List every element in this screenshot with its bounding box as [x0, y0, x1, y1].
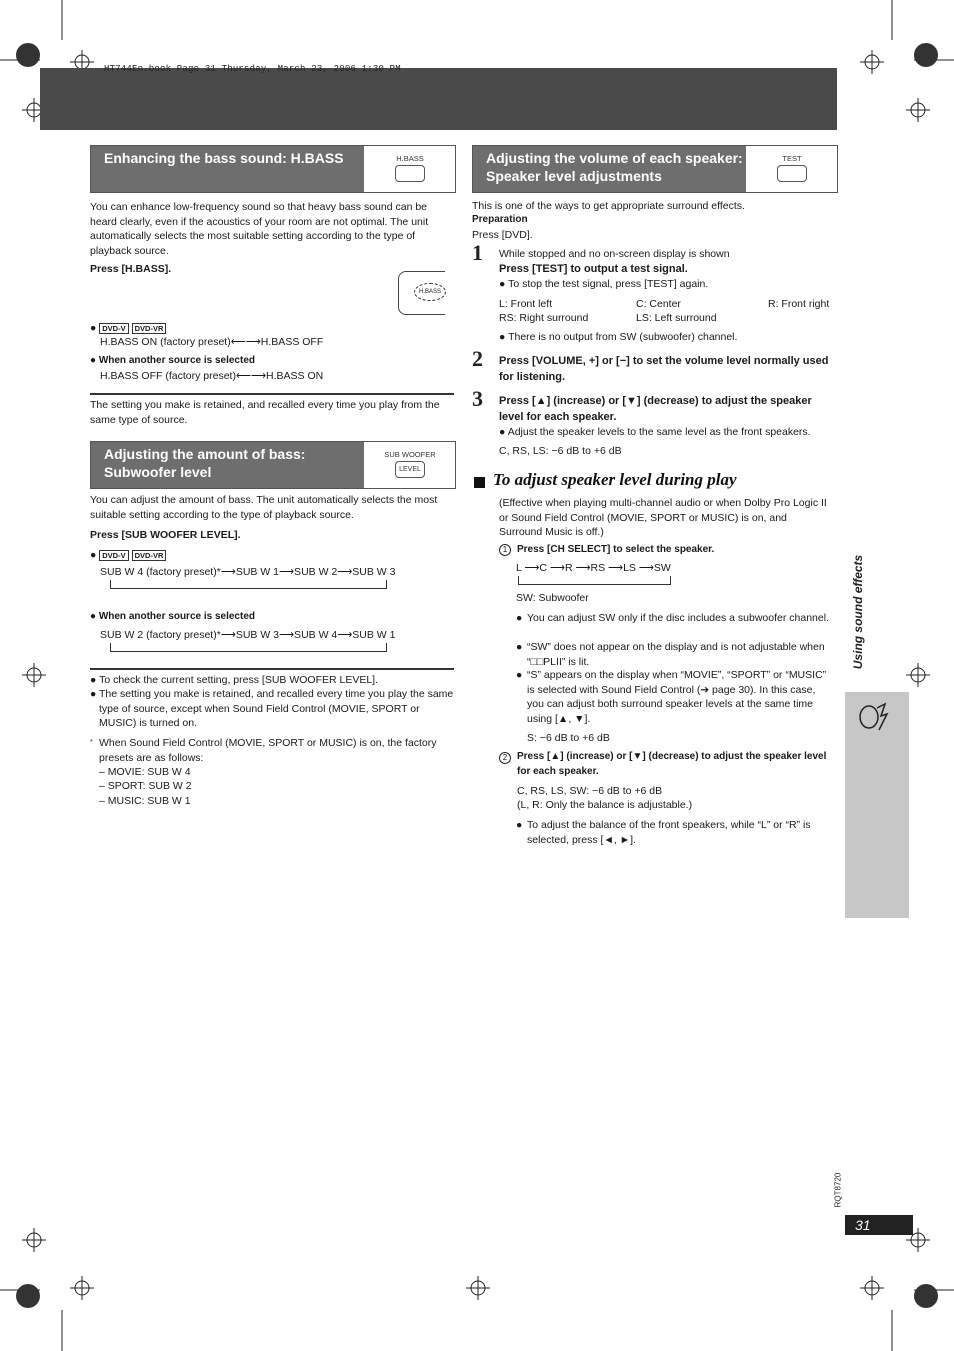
- test-button-illustration: [747, 146, 837, 192]
- sub-bullet-text: “S” appears on the display when “MOVIE”, “SPORT” or “MUSIC” is selected with Sound Field Control (➔ page 30). In this case, you can adjust both surround speaker levels at the same time using [▲, ▼].: [527, 669, 827, 725]
- speaker-C: C: Center: [636, 298, 681, 310]
- sub-bullet: ● “S” appears on the display when “MOVIE”, “SPORT” or “MUSIC” is selected with Sound Field Control (➔ page 30). In this case, you can adjust both surround speaker levels at the same time using [▲, ▼].: [516, 668, 832, 726]
- preparation-text: Press [DVD].: [472, 229, 533, 241]
- tag-dvdv: DVD-V: [99, 550, 128, 561]
- hbass-section-header: [90, 145, 456, 193]
- step3-note: ● Adjust the speaker levels to the same level as the front speakers.: [499, 426, 811, 438]
- circled-1-icon: 1: [499, 544, 511, 556]
- preset-line: – MOVIE: SUB W 4: [99, 766, 191, 778]
- subwoofer-dvd-tags: ● DVD-V DVD-VR: [90, 548, 169, 563]
- sound-effects-icon: [855, 702, 895, 732]
- step-number-3: 3: [472, 386, 483, 411]
- speaker-level-title: Adjusting the volume of each speaker: Speaker level adjustments: [473, 146, 746, 192]
- step1-note: ● To stop the test signal, press [TEST] again.: [499, 278, 709, 290]
- subwoofer-bullet-text: To check the current setting, press [SUB WOOFER LEVEL].: [99, 674, 379, 686]
- doc-code: [833, 1165, 863, 1215]
- step1-text: Press [TEST] to output a test signal.: [499, 263, 688, 275]
- hbass-dvd-tags: ● DVD-V DVD-VR: [90, 321, 169, 336]
- subsection-title: To adjust speaker level during play: [493, 470, 737, 489]
- step3-note-text: Adjust the speaker levels to the same level as the front speakers.: [507, 426, 811, 438]
- file-info: HT744En.book Page 31 Thursday, March 23, 2006 1:30 PM: [104, 64, 401, 74]
- subwoofer-press: Press [SUB WOOFER LEVEL].: [90, 529, 241, 541]
- subwoofer-title: Adjusting the amount of bass: Subwoofer level: [91, 442, 364, 488]
- preset-line: – MUSIC: SUB W 1: [99, 795, 191, 807]
- divider: [90, 668, 454, 670]
- preparation-heading: Preparation: [472, 214, 528, 225]
- sw-definition: SW: Subwoofer: [516, 592, 589, 604]
- subsection-intro: (Effective when playing multi-channel audio or when Dolby Pro Logic II or Sound Field Control (MOVIE, SPORT or MUSIC) is on, and Surround Music is off.): [499, 497, 827, 538]
- sub-bullet: ● To adjust the balance of the front speakers, while “L” or “R” is selected, press [◄, ►].: [516, 818, 832, 847]
- loop-arrow: [110, 643, 387, 652]
- sub-step-1: [499, 543, 714, 558]
- side-tab-label: [848, 545, 868, 685]
- step1-pre: While stopped and no on-screen display is shown: [499, 248, 730, 260]
- test-button-label: TEST: [782, 154, 802, 163]
- s-range: S: −6 dB to +6 dB: [527, 732, 610, 744]
- hbass-intro: You can enhance low-frequency sound so that heavy bass sound can be heard clearly, even if the acoustics of your room are not optimal. The unit automatically selects the most suitable setting according to the type of playback source.: [90, 201, 429, 257]
- hbass-title: Enhancing the bass sound: H.BASS: [91, 146, 364, 192]
- hbass-note: The setting you make is retained, and recalled every time you play from the same type of source.: [90, 399, 440, 426]
- channel-sequence: L ⟶C ⟶R ⟶RS ⟶LS ⟶SW: [516, 562, 671, 574]
- subwoofer-intro: You can adjust the amount of bass. The unit automatically selects the most suitable setting according to the type of playback source.: [90, 494, 438, 521]
- circled-2-icon: 2: [499, 752, 511, 764]
- speaker-LS: LS: Left surround: [636, 312, 717, 324]
- step2-text: Press [VOLUME, +] or [−] to set the volume level normally used for listening.: [499, 355, 829, 383]
- step-number-1: 1: [472, 240, 483, 265]
- step1-note2-text: There is no output from SW (subwoofer) channel.: [508, 331, 738, 343]
- hbass-press: Press [H.BASS].: [90, 263, 172, 275]
- step3-text: Press [▲] (increase) or [▼] (decrease) to adjust the speaker level for each speaker.: [499, 395, 812, 423]
- step3-range: C, RS, LS: −6 dB to +6 dB: [499, 445, 622, 457]
- hbass-button-label: H.BASS: [396, 154, 424, 163]
- subwoofer-dvd-line: SUB W 4 (factory preset)*⟶SUB W 1⟶SUB W 2⟶SUB W 3: [100, 566, 396, 578]
- doc-code-text: RQT8720: [833, 1172, 843, 1208]
- subwoofer-bullet-text: The setting you make is retained, and recalled every time you play the same type of source, except when Sound Field Control (MOVIE, SPORT or MUSIC) is turned on.: [99, 688, 454, 729]
- subwoofer-footnote-text: When Sound Field Control (MOVIE, SPORT or MUSIC) is on, the factory presets are as follows:: [99, 737, 437, 764]
- subwoofer-other-head-text: When another source is selected: [98, 611, 255, 622]
- hbass-button-illustration: [365, 146, 455, 192]
- remote-hbass-label: H.BASS: [414, 283, 446, 301]
- tag-dvdv: DVD-V: [99, 323, 128, 334]
- step1-note2: ● There is no output from SW (subwoofer) channel.: [499, 331, 738, 343]
- subwoofer-button-icon: LEVEL: [395, 461, 425, 478]
- loop-arrow: [110, 580, 387, 589]
- sub-step-1-text: Press [CH SELECT] to select the speaker.: [517, 544, 715, 555]
- sub-step-2-text: Press [▲] (increase) or [▼] (decrease) to adjust the speaker level for each speaker.: [517, 751, 827, 777]
- remote-hbass-icon: [398, 271, 445, 315]
- speaker-L: L: Front left: [499, 298, 553, 310]
- sub-bullet-text: You can adjust SW only if the disc includes a subwoofer channel.: [527, 612, 829, 624]
- test-button-icon: [777, 165, 807, 182]
- subwoofer-other-line: SUB W 2 (factory preset)*⟶SUB W 3⟶SUB W 4⟶SUB W 1: [100, 629, 396, 641]
- subwoofer-section-header: [90, 441, 456, 489]
- speaker-R: R: Front right: [768, 298, 830, 310]
- side-tab-text: Using sound effects: [851, 554, 865, 670]
- divider: [90, 393, 454, 395]
- sub-bullet: ● You can adjust SW only if the disc includes a subwoofer channel.: [516, 611, 832, 626]
- header-bar: [40, 68, 837, 130]
- speaker-intro: This is one of the ways to get appropriate surround effects.: [472, 200, 745, 212]
- side-tab: [845, 692, 909, 918]
- step-number-2: 2: [472, 346, 483, 371]
- sub2-range-note: (L, R: Only the balance is adjustable.): [517, 799, 693, 811]
- sub-bullet-text: To adjust the balance of the front speakers, while “L” or “R” is selected, press [◄, ►].: [527, 819, 811, 846]
- sub-bullet: ● “SW” does not appear on the display and is not adjustable when “□□PLII” is lit.: [516, 640, 832, 669]
- sub2-range: C, RS, LS, SW: −6 dB to +6 dB: [517, 785, 663, 797]
- subwoofer-bullet: ● To check the current setting, press [SUB WOOFER LEVEL].: [90, 674, 379, 686]
- subwoofer-button-illustration: [365, 442, 455, 488]
- tag-dvdvr: DVD-VR: [132, 550, 167, 561]
- step1-note-text: To stop the test signal, press [TEST] again.: [508, 278, 709, 290]
- speaker-level-section-header: [472, 145, 838, 193]
- subwoofer-other-head: ● When another source is selected: [90, 611, 255, 622]
- square-bullet-icon: [474, 477, 485, 488]
- hbass-dvd-line: H.BASS ON (factory preset)⟵⟶H.BASS OFF: [100, 336, 324, 348]
- sub-step-2: [499, 750, 835, 779]
- subwoofer-footnote: * When Sound Field Control (MOVIE, SPORT or MUSIC) is on, the factory presets are as follows:: [90, 736, 454, 765]
- subwoofer-bullet: ● The setting you make is retained, and recalled every time you play the same type of source, except when Sound Field Control (MOVIE, SPORT or MUSIC) is turned on.: [90, 688, 454, 729]
- page-number: 31: [845, 1215, 913, 1235]
- preset-line: – SPORT: SUB W 2: [99, 780, 192, 792]
- hbass-other-line: H.BASS OFF (factory preset)⟵⟶H.BASS ON: [100, 370, 324, 382]
- loop-arrow: [518, 576, 671, 585]
- hbass-other-head-text: When another source is selected: [98, 355, 255, 366]
- hbass-button-icon: [395, 165, 425, 182]
- subwoofer-button-label: SUB WOOFER: [384, 450, 436, 459]
- speaker-RS: RS: Right surround: [499, 312, 589, 324]
- sub-bullet-text: “SW” does not appear on the display and is not adjustable when “□□PLII” is lit.: [527, 641, 825, 668]
- hbass-other-head: ● When another source is selected: [90, 355, 255, 366]
- tag-dvdvr: DVD-VR: [132, 323, 167, 334]
